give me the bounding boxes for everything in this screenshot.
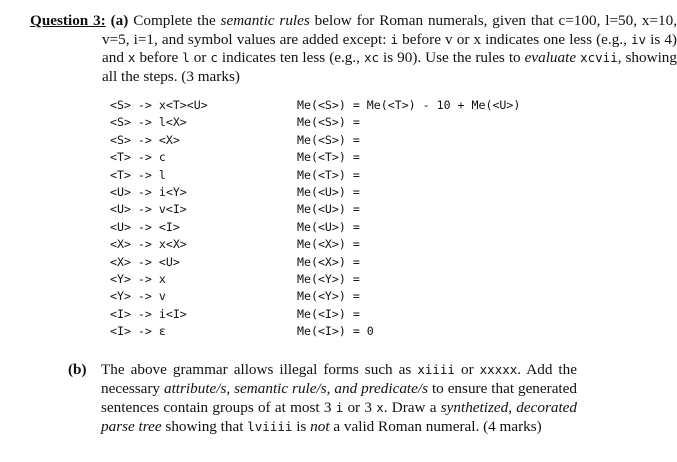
rule-production: <S> -> l<X>: [110, 115, 187, 130]
rule-row: [110, 132, 580, 149]
part-b-label: (b): [68, 361, 87, 378]
text-fragment: before v or x indicates one less (e.g.,: [398, 30, 631, 48]
text-fragment: , showing all the steps. (3 marks): [102, 49, 677, 85]
rule-production: <U> -> i<Y>: [110, 184, 187, 199]
code-fragment: i: [335, 400, 344, 415]
rule-production: <Y> -> v: [110, 289, 166, 304]
text-fragment: or: [454, 361, 480, 378]
rule-row: [110, 271, 580, 288]
rule-row: [110, 219, 580, 236]
emphasis: attribute/s, semantic rule/s, and predicate/s: [163, 380, 429, 397]
rule-row: [110, 254, 580, 271]
part-a-label: (a): [110, 12, 129, 29]
code-fragment: lviiii: [247, 419, 293, 434]
rule-semantic: Me(<U>) =: [297, 202, 360, 217]
rule-production: <I> -> i<I>: [110, 306, 187, 321]
code-fragment: x: [376, 400, 384, 415]
rule-production: <X> -> <U>: [110, 254, 180, 269]
text-fragment: . Add the necessary: [101, 361, 577, 397]
rule-production: <Y> -> x: [110, 271, 166, 286]
text-fragment: or: [189, 49, 211, 66]
text-fragment: to ensure that generated sentences contain groups of at most 3: [101, 380, 577, 416]
rule-row: [110, 236, 580, 253]
rule-semantic: Me(<Y>) =: [297, 271, 360, 286]
rule-semantic: Me(<Y>) =: [297, 289, 360, 304]
emphasis: not: [310, 418, 330, 435]
text-fragment: Complete the: [133, 12, 221, 29]
code-fragment: xxxxx: [479, 362, 518, 377]
question-3-part-b: [68, 360, 578, 436]
text-fragment: a valid Roman numeral. (4 marks): [329, 418, 542, 435]
text-fragment: showing that: [161, 418, 248, 435]
rule-row: [110, 114, 580, 131]
text-fragment: is 4) and: [102, 30, 677, 66]
rule-row: [110, 306, 580, 323]
emphasis: semantic rules: [220, 12, 310, 29]
text-fragment: is 90). Use the rules to: [379, 49, 525, 66]
code-fragment: c: [210, 50, 218, 65]
rule-semantic: Me(<I>) = 0: [297, 324, 374, 339]
rule-production: <S> -> <X>: [110, 132, 180, 147]
text-fragment: below for Roman numerals, given that c=100, l=50, x=10, v=5, i=1, and symbol values are added except:: [102, 12, 677, 48]
rule-semantic: Me(<T>) =: [297, 150, 360, 165]
rule-semantic: Me(<X>) =: [297, 254, 360, 269]
rule-semantic: Me(<X>) =: [297, 237, 360, 252]
rule-semantic: Me(<S>) = Me(<T>) - 10 + Me(<U>): [297, 98, 521, 112]
rule-production: <I> -> ε: [110, 324, 166, 339]
code-fragment: x: [127, 50, 136, 65]
rule-production: <T> -> l: [110, 167, 166, 182]
rule-production: <X> -> x<X>: [110, 237, 187, 252]
rule-production: <S> -> x<T><U>: [110, 98, 208, 112]
rule-row: [110, 149, 580, 166]
text-fragment: is: [292, 418, 311, 435]
code-fragment: i: [390, 31, 399, 47]
rule-production: <U> -> <I>: [110, 219, 180, 234]
part-b-text: [72, 360, 577, 436]
code-fragment: l: [182, 50, 190, 65]
question-label: Question 3:: [30, 12, 106, 29]
rule-row: [110, 97, 580, 114]
code-fragment: xc: [363, 50, 380, 65]
question-3-part-a-text: [30, 12, 677, 86]
emphasis: synthetized, decorated parse tree: [101, 399, 578, 435]
text-fragment: before: [135, 49, 183, 66]
rule-semantic: Me(<U>) =: [297, 184, 360, 199]
rule-semantic: Me(<S>) =: [297, 115, 360, 130]
code-fragment: xcvii: [580, 50, 618, 65]
grammar-rules-table: [110, 97, 580, 340]
rule-semantic: Me(<U>) =: [297, 219, 360, 234]
code-fragment: xiiii: [417, 362, 455, 377]
text-fragment: . Draw a: [383, 399, 441, 416]
rule-row: [110, 288, 580, 305]
rule-row: [110, 201, 580, 218]
code-fragment: iv: [630, 31, 647, 47]
rule-row: [110, 323, 580, 340]
text-fragment: or 3: [343, 399, 377, 416]
rule-semantic: Me(<I>) =: [297, 306, 360, 321]
emphasis: evaluate: [524, 49, 577, 66]
rule-row: [110, 184, 580, 201]
rule-semantic: Me(<S>) =: [297, 132, 360, 147]
rule-semantic: Me(<T>) =: [297, 167, 360, 182]
rule-production: <U> -> v<I>: [110, 202, 187, 217]
rule-production: <T> -> c: [110, 150, 166, 165]
text-fragment: indicates ten less (e.g.,: [217, 49, 364, 66]
rule-row: [110, 167, 580, 184]
text-fragment: The above grammar allows illegal forms such as: [101, 361, 418, 378]
